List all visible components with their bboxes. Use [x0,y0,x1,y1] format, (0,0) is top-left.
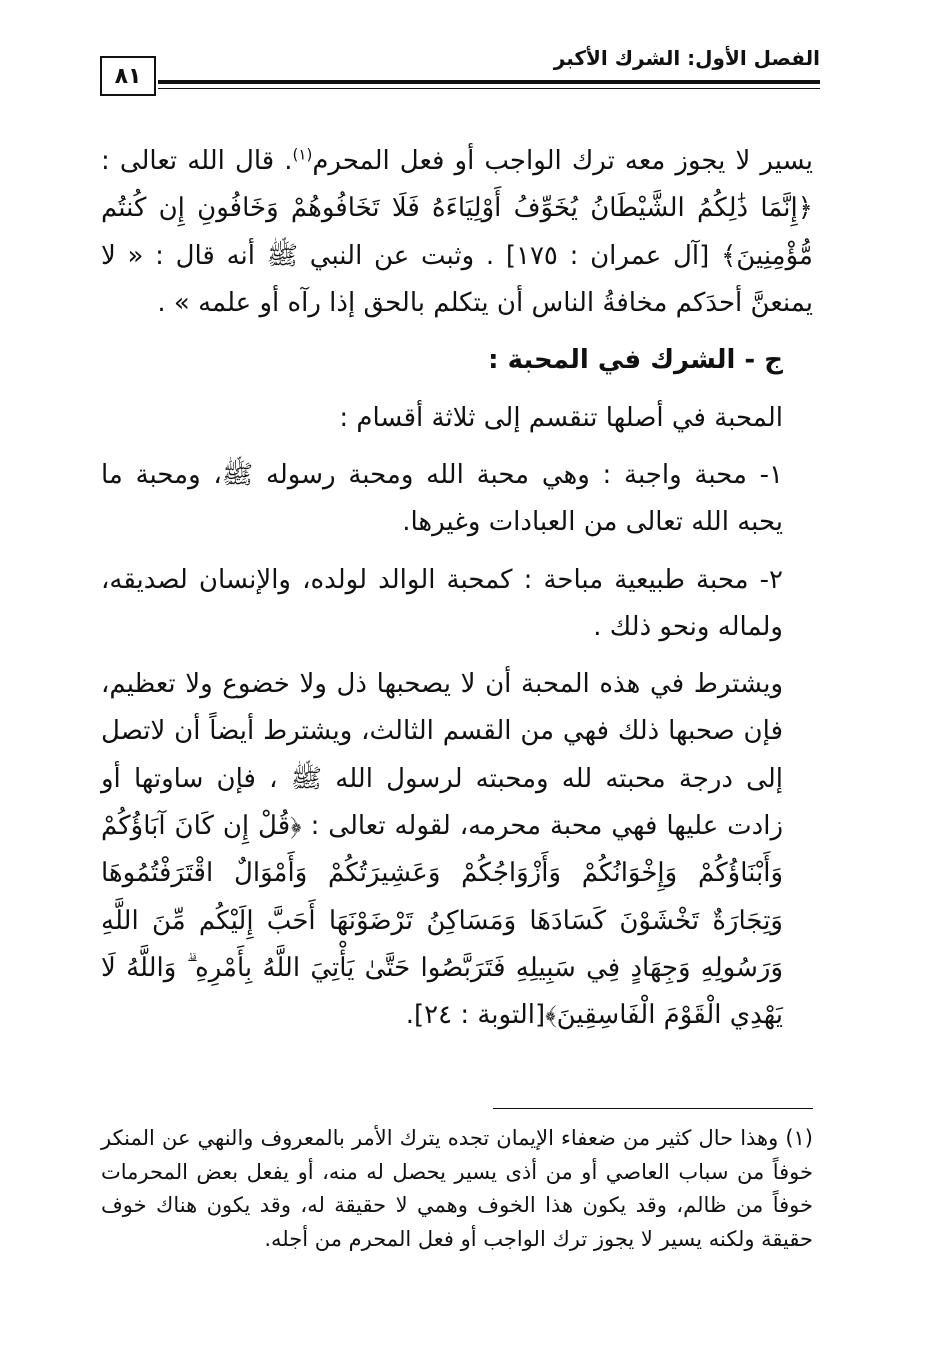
verse-reference: [التوبة : ٢٤]. [405,1000,546,1031]
footnote [101,1122,813,1256]
page-number-box [100,56,156,96]
paragraph-text: ويشترط في هذه المحبة أن لا يصحبها ذل ولا خضوع ولا تعظيم، فإن صحبها ذلك فهي من القسم الثالث، ويشترط أيضاً أن لاتصل إلى درجة محبته لله ومحبته لرسول الله ﷺ ، فإن ساوتها أو زادت عليها فهي محبة محرمه، لقوله تعالى : [101,669,783,842]
quran-verse: ﴿قُلْ إِن كَانَ آبَاؤُكُمْ وَأَبْنَاؤُكُمْ وَإِخْوَانُكُمْ وَأَزْوَاجُكُمْ وَعَشِيرَتُكُمْ وَأَمْوَالٌ اقْتَرَفْتُمُوهَا وَتِجَارَةٌ تَخْشَوْنَ كَسَادَهَا وَمَسَاكِنُ تَرْضَوْنَهَا أَحَبَّ إِلَيْكُم مِّنَ اللَّهِ وَرَسُولِهِ وَجِهَادٍ فِي سَبِيلِهِ فَتَرَبَّصُوا حَتَّىٰ يَأْتِيَ اللَّهُ بِأَمْرِهِ ۗ وَاللَّهُ لَا يَهْدِي الْقَوْمَ الْفَاسِقِينَ﴾ [101,811,783,1031]
paragraph-text: [آل عمران : ١٧٥] . وثبت عن النبي ﷺ أنه قال : « لا يمنعنَّ أحدَكم مخافةُ الناس أن يتكلم بالحق إذا رآه أو علمه » . [101,240,813,318]
footnote-reference: (١) [292,145,313,164]
paragraph-text: . قال الله تعالى : [101,146,293,176]
footnote-text: (١) وهذا حال كثير من ضعفاء الإيمان تجده يترك الأمر بالمعروف والنهي عن المنكر خوفاً من سباب العاصي أو من أذى يسير يحصل له منه، أو يفعل بعض المحرمات خوفاً من ظالم، وقد يكون هذا الخوف وهمي لا حقيقة له، وقد يكون هناك خوف حقيقة ولكنه يسير لا يجوز ترك الواجب أو فعل المحرم من أجله. [101,1126,813,1251]
header-rule-thick [158,80,820,84]
paragraph-fear-continuation [101,138,813,327]
page-header [100,44,820,104]
paragraph-conditions [101,661,813,1040]
main-text [101,138,813,1040]
section-heading: ج - الشرك في المحبة : [488,345,783,376]
paragraph-text: يسير لا يجوز معه ترك الواجب أو فعل المحرم [312,146,813,176]
quran-verse: ﴿إِنَّمَا ذَٰلِكُمُ الشَّيْطَانُ يُخَوِّفُ أَوْلِيَاءَهُ فَلَا تَخَافُوهُمْ وَخَافُونِ إِن كُنتُم مُّؤْمِنِينَ﴾ [101,193,813,271]
running-title: الفصل الأول: الشرك الأكبر [553,46,820,70]
paragraph-natural-love: ٢- محبة طبيعية مباحة : كمحبة الوالد لولده، والإنسان لصديقه، ولماله ونحو ذلك . [101,564,783,642]
paragraph-obligatory-love: ١- محبة واجبة : وهي محبة الله ومحبة رسوله ﷺ، ومحبة ما يحبه الله تعالى من العبادات وغيرها. [101,459,783,538]
footnote-separator [493,1108,813,1109]
header-rule-thin [158,88,820,89]
paragraph-love-division: المحبة في أصلها تنقسم إلى ثلاثة أقسام : [339,402,783,433]
page-number: ٨١ [114,63,142,89]
